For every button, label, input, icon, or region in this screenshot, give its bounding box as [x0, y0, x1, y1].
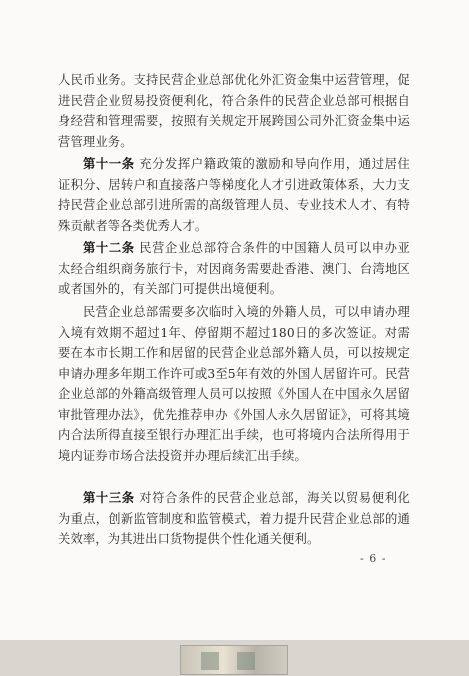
paragraph-text: 人民币业务。支持民营企业总部优化外汇资金集中运营管理，促进民营企业贸易投资便利化，符合条件的民营企业总部可根据自身经营和管理需要，按照有关规定开展跨国公司外汇资金集中运营管理业务。 [58, 73, 410, 149]
article-11 [58, 154, 410, 236]
artifact-block [237, 652, 255, 670]
article-number: 第十一条 [83, 156, 135, 171]
article-text: 民营企业总部符合条件的中国籍人员可以申办亚太经合组织商务旅行卡，对因商务需要赴香港、澳门、台湾地区或者国外的，有关部门可提供出境便利。 [58, 241, 410, 296]
paragraph-foreign-personnel [58, 302, 410, 466]
article-13 [58, 488, 410, 550]
article-number: 第十三条 [83, 490, 135, 505]
paragraph-text: 民营企业总部需要多次临时入境的外籍人员，可以申请办理入境有效期不超过1年、停留期不超过180日的多次签证。对需要在本市长期工作和居留的民营企业总部外籍人员，可以按规定申请办理多年期工作许可或3至5年有效的外国人居留许可。民营企业总部的外籍高级管理人员可以按照《外国人在中国永久居留审批管理办法》，优先推荐申办《外国人永久居留证》，可将其境内合法所得直接至银行办理汇出手续，也可将境内合法所得用于境内证券市场合法投资并办理后续汇出手续。 [58, 305, 411, 463]
article-12 [58, 238, 410, 300]
article-number: 第十二条 [83, 240, 135, 255]
article-text: 对符合条件的民营企业总部，海关以贸易便利化为重点，创新监管制度和监管模式，着力提升民营企业总部的通关效率，为其进出口货物提供个性化通关便利。 [58, 491, 410, 546]
artifact-block [201, 652, 219, 670]
article-text: 充分发挥户籍政策的激励和导向作用，通过居住证积分、居转户和直接落户等梯度化人才引进政策体系，大力支持民营企业总部引进所需的高级管理人员、专业技术人才、有特殊贡献者等各类优秀人才。 [58, 157, 410, 233]
paragraph-continuation [58, 70, 410, 152]
page-number: - 6 - [360, 552, 387, 565]
scan-artifact-image [180, 645, 288, 675]
